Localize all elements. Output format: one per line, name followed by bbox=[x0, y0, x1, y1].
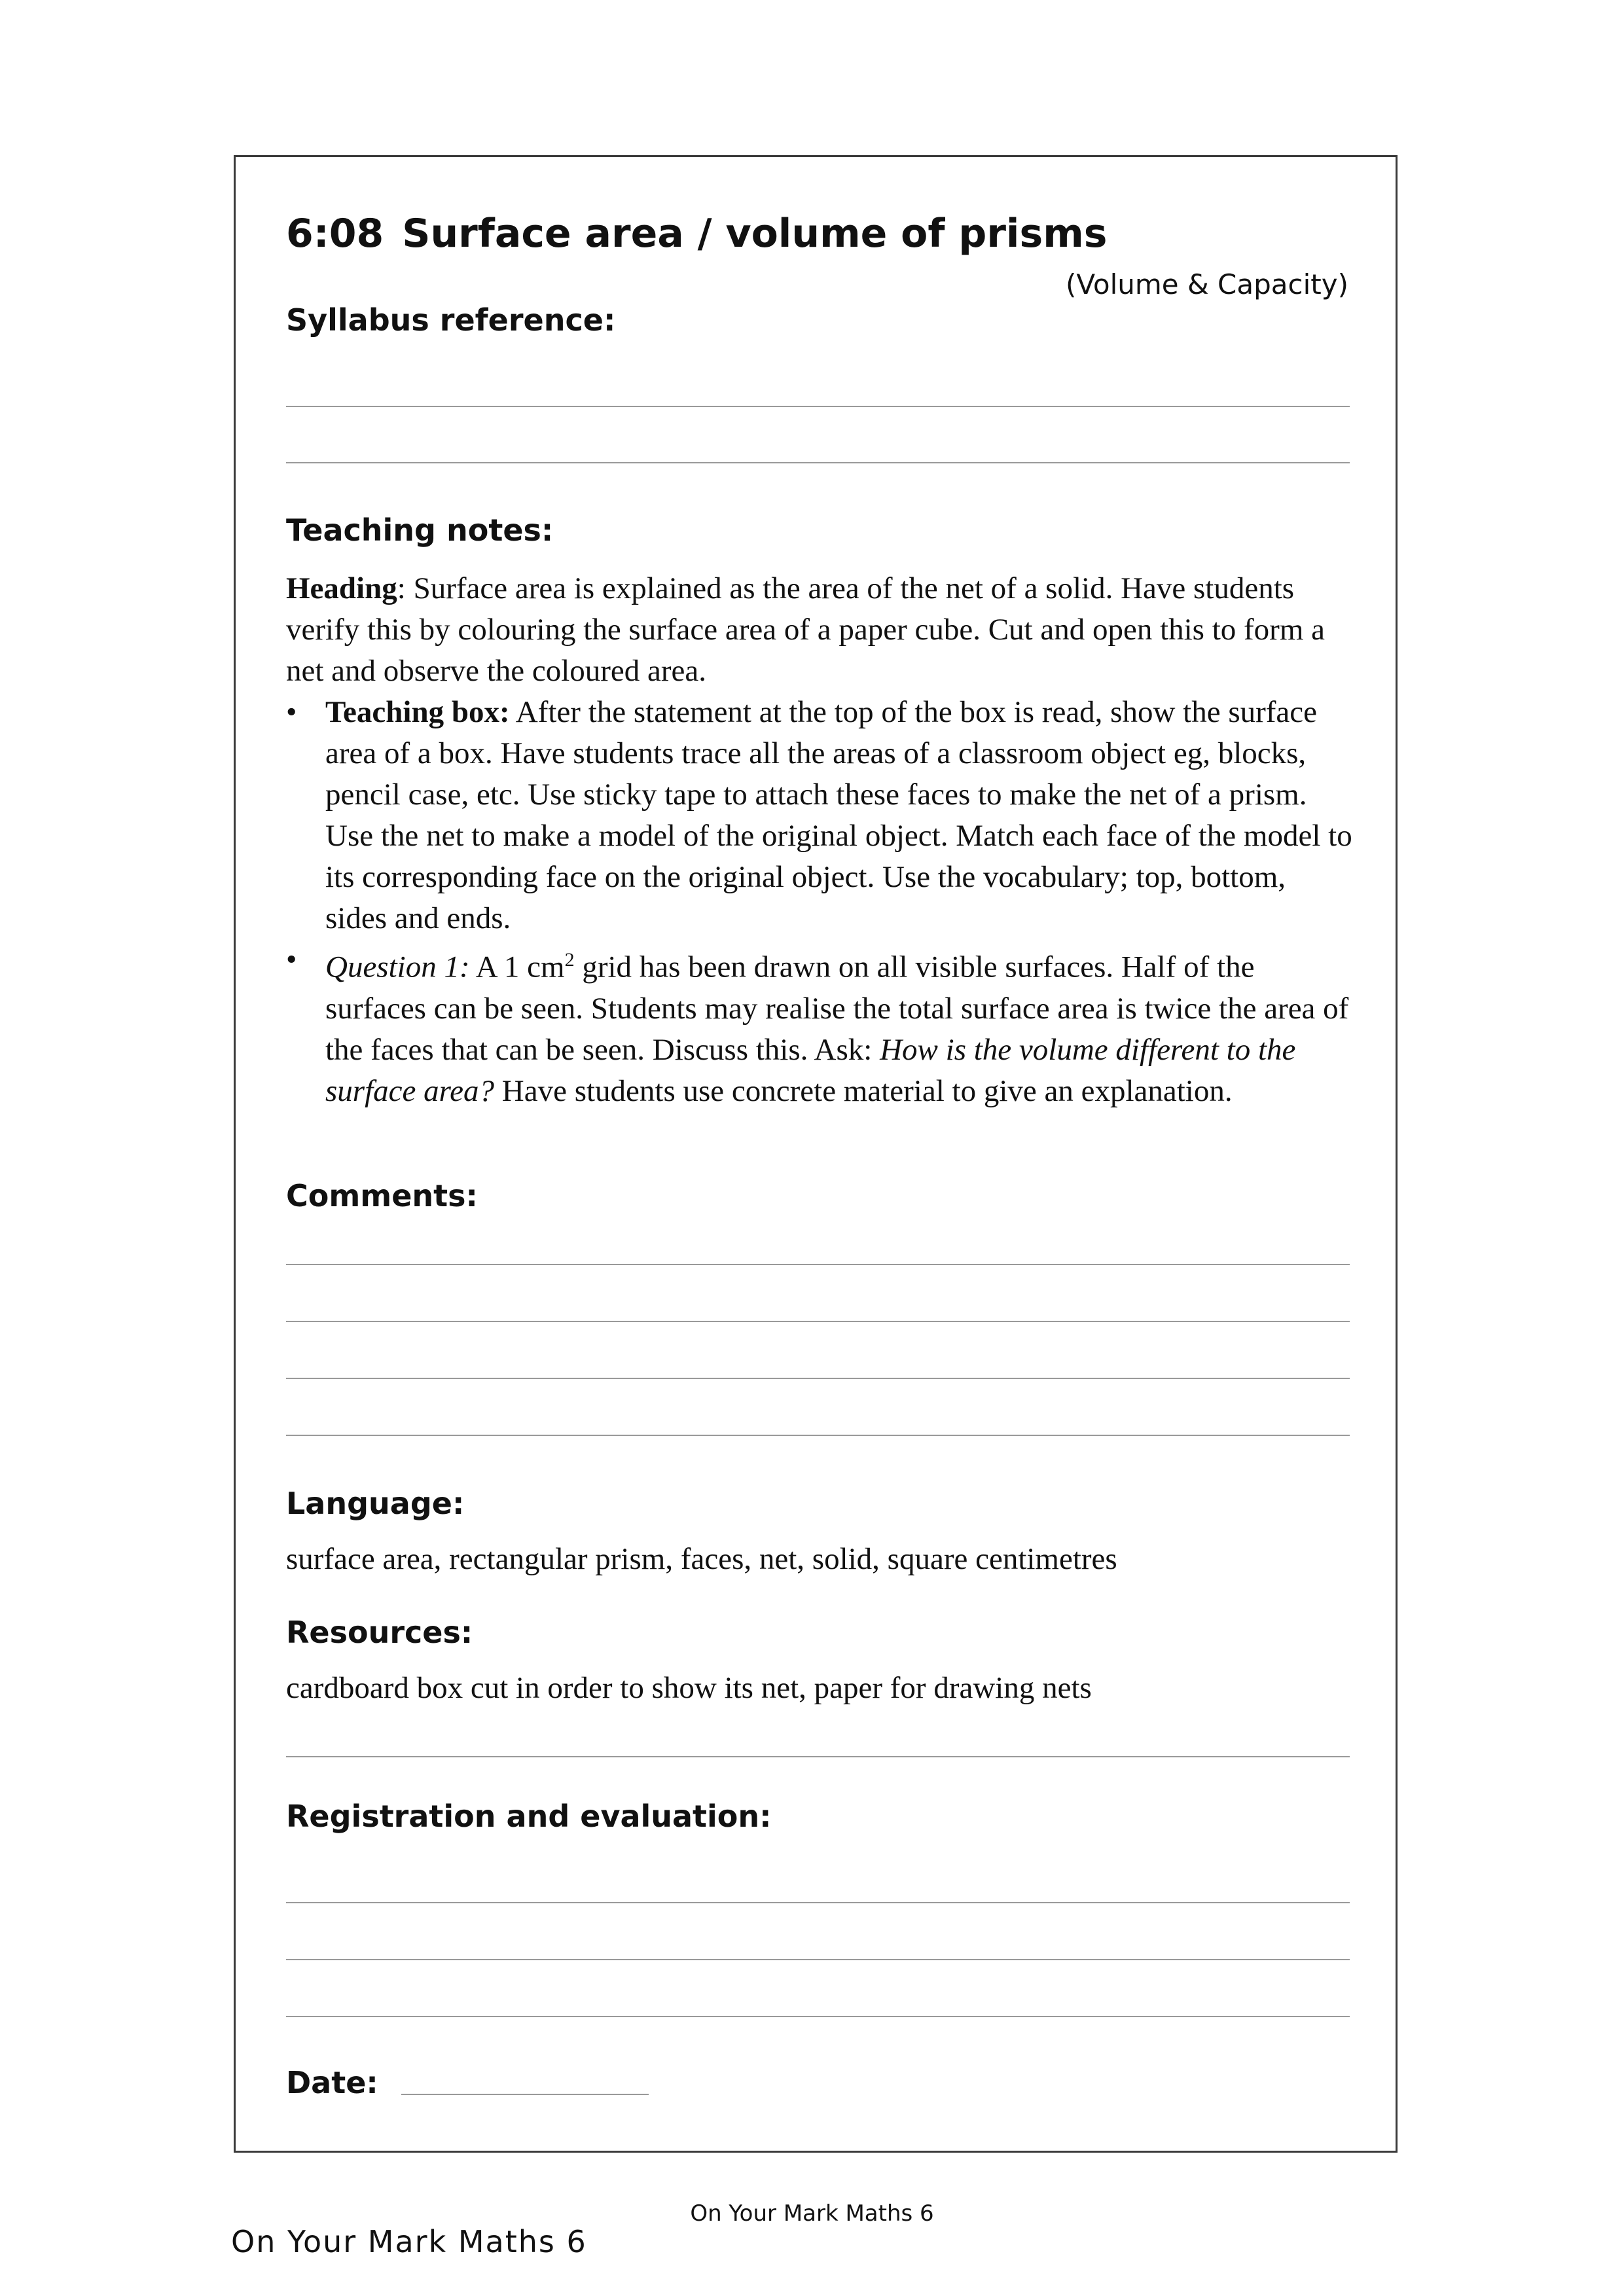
comments-line-3[interactable] bbox=[286, 1378, 1350, 1379]
teaching-box-text: After the statement at the top of the box is read, show the surface area of a box. Have students trace all the areas of a classroom object eg, blocks, pencil case, etc. Use sticky tape to attach these faces to make the net of a prism. Use the net to make a model of the original object. Match each face of the model to its corresponding face on the original object. Use the vocabulary; top, bottom, sides and ends. bbox=[325, 695, 1352, 935]
lesson-category: (Volume & Capacity) bbox=[1066, 268, 1348, 300]
lesson-title: Surface area / volume of prisms bbox=[402, 211, 1108, 257]
resources-heading: Resources: bbox=[286, 1615, 473, 1650]
intro-label: Heading bbox=[286, 571, 397, 605]
comments-heading: Comments: bbox=[286, 1178, 478, 1213]
comments-line-1[interactable] bbox=[286, 1264, 1350, 1265]
lesson-number: 6:08 bbox=[286, 211, 384, 257]
footer-left-text: On Your Mark Maths 6 bbox=[231, 2224, 587, 2259]
comments-line-2[interactable] bbox=[286, 1321, 1350, 1322]
language-heading: Language: bbox=[286, 1486, 465, 1521]
resources-text: cardboard box cut in order to show its net, paper for drawing nets bbox=[286, 1671, 1092, 1705]
registration-heading: Registration and evaluation: bbox=[286, 1799, 772, 1834]
date-field-line[interactable] bbox=[401, 2094, 649, 2095]
resources-line[interactable] bbox=[286, 1756, 1350, 1757]
notes-list bbox=[286, 692, 1353, 1112]
question-1-label: Question 1: bbox=[325, 950, 470, 984]
list-item-teaching-box bbox=[286, 692, 1353, 939]
question-1-text-c: Have students use concrete material to give an explanation. bbox=[494, 1073, 1233, 1108]
teaching-notes-heading: Teaching notes: bbox=[286, 512, 554, 548]
footer-center-text: On Your Mark Maths 6 bbox=[690, 2200, 934, 2227]
intro-paragraph bbox=[286, 568, 1353, 692]
bullet-icon: • bbox=[286, 942, 297, 977]
teaching-box-label: Teaching box: bbox=[325, 695, 510, 729]
question-1-text-b: grid has been drawn on all visible surfaces. Half of the surfaces can be seen. Students may realise the total surface area is twice the area of the faces that can be seen. Discuss this. Ask: bbox=[325, 950, 1349, 1067]
bullet-icon: • bbox=[286, 695, 297, 729]
intro-text: : Surface area is explained as the area of the net of a solid. Have students verify this by colouring the surface area of a paper cube. Cut and open this to form a net and observe the coloured area. bbox=[286, 571, 1326, 688]
teaching-notes-body bbox=[286, 568, 1353, 1112]
registration-line-2[interactable] bbox=[286, 1959, 1350, 1960]
registration-line-1[interactable] bbox=[286, 1902, 1350, 1903]
date-label: Date: bbox=[286, 2065, 378, 2100]
page-title bbox=[286, 211, 1107, 257]
question-1-text-a: A 1 cm bbox=[469, 950, 565, 984]
question-1-superscript: 2 bbox=[564, 949, 575, 971]
list-item-question-1 bbox=[286, 939, 1353, 1112]
language-text: surface area, rectangular prism, faces, net, solid, square centimetres bbox=[286, 1542, 1117, 1576]
page-frame bbox=[234, 155, 1398, 2153]
question-1-italic: How is the volume different to the surface area? bbox=[325, 1032, 1296, 1108]
syllabus-heading: Syllabus reference: bbox=[286, 302, 616, 338]
syllabus-line-1[interactable] bbox=[286, 406, 1350, 407]
comments-line-4[interactable] bbox=[286, 1435, 1350, 1436]
syllabus-line-2[interactable] bbox=[286, 462, 1350, 463]
registration-line-3[interactable] bbox=[286, 2016, 1350, 2017]
